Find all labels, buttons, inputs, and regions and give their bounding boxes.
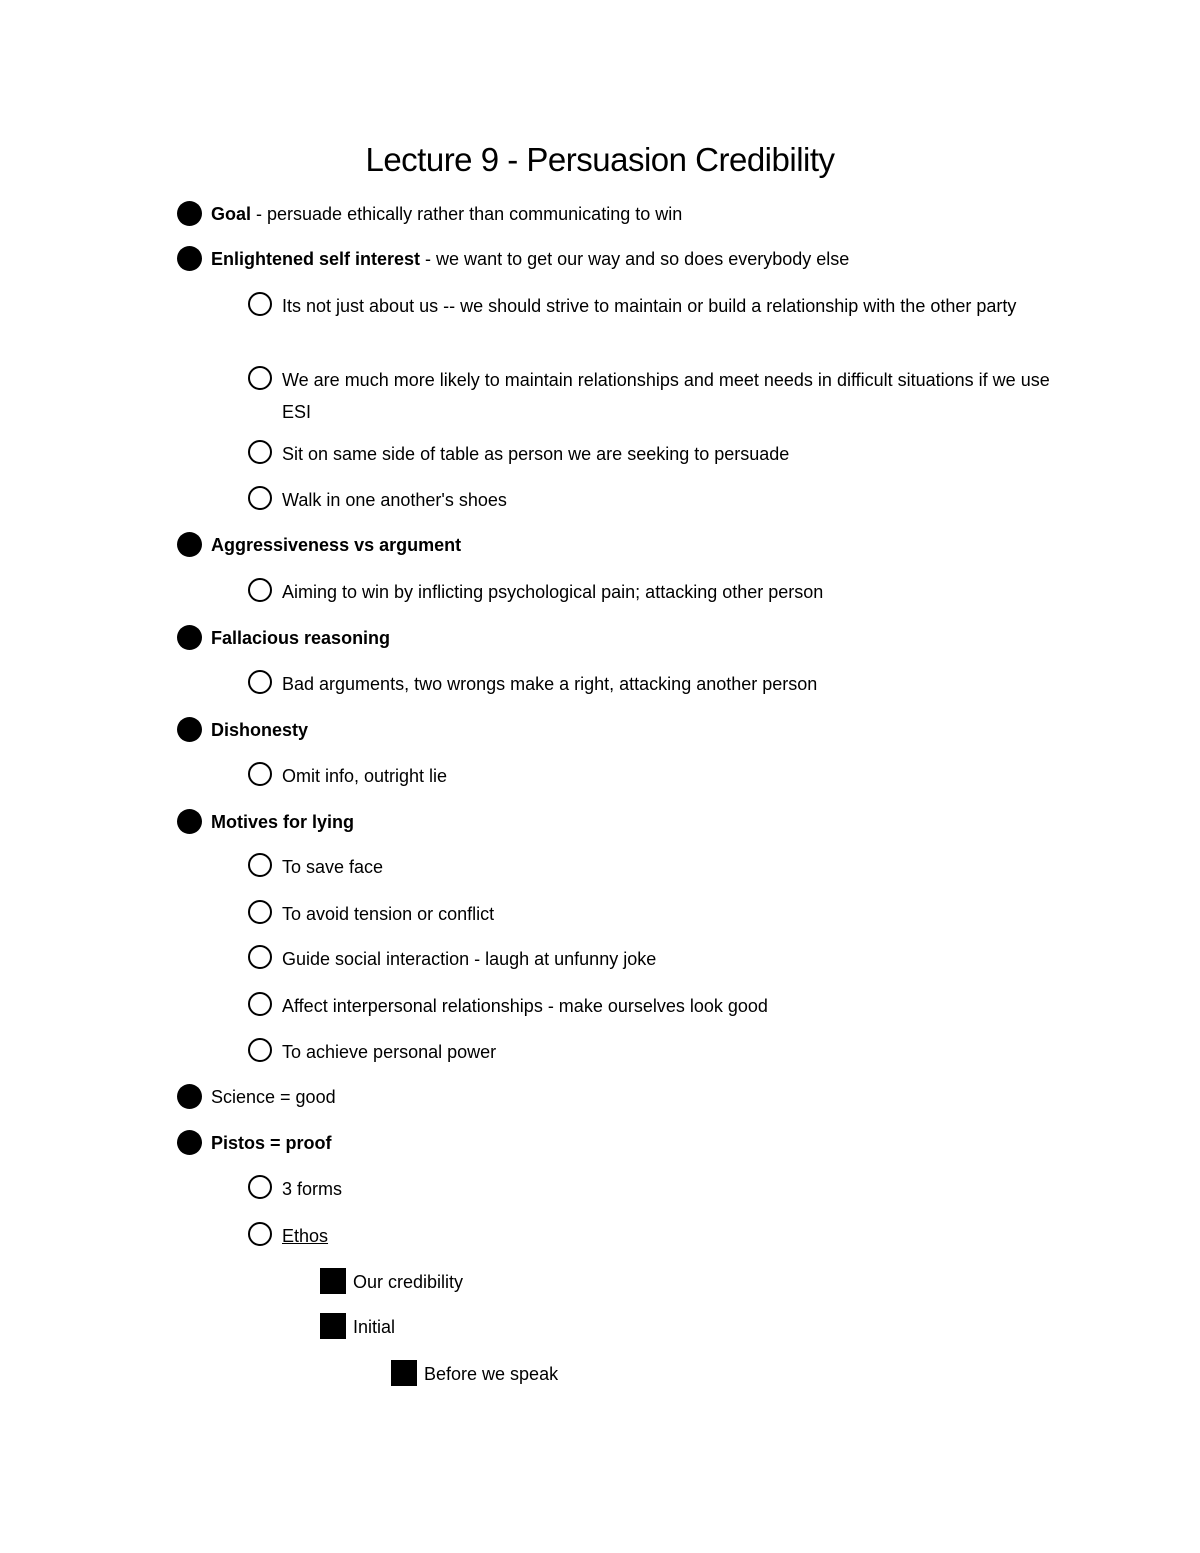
item-term: Pistos = proof	[211, 1133, 332, 1153]
bullet-hollow-circle	[248, 853, 272, 877]
bullet-hollow-circle	[248, 670, 272, 694]
bullet-filled-circle	[177, 1084, 202, 1109]
bullet-filled-circle	[177, 809, 202, 834]
outline-item	[282, 1220, 328, 1252]
item-text: To avoid tension or conflict	[282, 904, 495, 924]
bullet-filled-circle	[177, 246, 202, 271]
outline-item	[282, 1173, 342, 1205]
bullet-hollow-circle	[248, 578, 272, 602]
bullet-filled-circle	[177, 1130, 202, 1155]
bullet-filled-circle	[177, 532, 202, 557]
item-text: Aiming to win by inflicting psychological pain; attacking other person	[282, 582, 824, 602]
bullet-hollow-circle	[248, 1222, 272, 1246]
item-text: Ethos	[282, 1226, 329, 1246]
bullet-filled-circle	[177, 717, 202, 742]
outline-item	[353, 1311, 395, 1343]
item-text: To save face	[282, 857, 384, 877]
bullet-hollow-circle	[248, 292, 272, 316]
item-text: 3 forms	[282, 1179, 343, 1199]
item-text: Affect interpersonal relationships - make ourselves look good	[282, 996, 768, 1016]
bullet-filled-square	[320, 1313, 346, 1339]
item-text: - we want to get our way and so does everybody else	[420, 249, 850, 269]
item-term: Aggressiveness vs argument	[211, 535, 462, 555]
outline-item	[211, 1081, 336, 1113]
outline-item	[353, 1266, 463, 1298]
outline-item	[282, 851, 383, 883]
outline-item	[282, 943, 656, 975]
outline-item	[282, 898, 494, 930]
item-term: Dishonesty	[211, 720, 309, 740]
outline-item	[282, 760, 447, 792]
item-text: To achieve personal power	[282, 1042, 497, 1062]
outline-item	[424, 1358, 558, 1390]
item-text: Initial	[353, 1317, 396, 1337]
item-term: Motives for lying	[211, 812, 355, 832]
outline-item	[282, 364, 1072, 428]
item-text: Sit on same side of table as person we are seeking to persuade	[282, 444, 790, 464]
item-text: Walk in one another's shoes	[282, 490, 507, 510]
item-text: - persuade ethically rather than communicating to win	[251, 204, 683, 224]
outline-item	[211, 806, 354, 838]
item-term: Enlightened self interest	[211, 249, 421, 269]
outline-item	[282, 1036, 496, 1068]
item-text: We are much more likely to maintain relationships and meet needs in difficult situations if we use ESI	[282, 370, 1050, 422]
outline-item	[282, 484, 507, 516]
outline-item	[211, 529, 461, 561]
item-text: Science = good	[211, 1087, 336, 1107]
item-term: Fallacious reasoning	[211, 628, 391, 648]
outline-item	[282, 668, 817, 700]
item-text: Omit info, outright lie	[282, 766, 448, 786]
bullet-hollow-circle	[248, 486, 272, 510]
item-text: Guide social interaction - laugh at unfunny joke	[282, 949, 657, 969]
bullet-hollow-circle	[248, 992, 272, 1016]
bullet-hollow-circle	[248, 762, 272, 786]
outline-item	[282, 990, 768, 1022]
bullet-hollow-circle	[248, 366, 272, 390]
bullet-hollow-circle	[248, 945, 272, 969]
bullet-filled-square	[320, 1268, 346, 1294]
page-title: Lecture 9 - Persuasion Credibility	[365, 141, 835, 178]
bullet-hollow-circle	[248, 440, 272, 464]
item-term: Goal	[211, 204, 252, 224]
item-text: Its not just about us -- we should strive to maintain or build a relationship with the other party	[282, 296, 1017, 316]
bullet-filled-circle	[177, 201, 202, 226]
outline-item	[211, 198, 682, 230]
outline-item	[211, 243, 849, 275]
outline-item	[211, 714, 308, 746]
outline-item	[282, 290, 1072, 322]
outline-item	[211, 622, 390, 654]
item-text: Before we speak	[424, 1364, 559, 1384]
bullet-hollow-circle	[248, 1175, 272, 1199]
bullet-filled-square	[391, 1360, 417, 1386]
bullet-hollow-circle	[248, 1038, 272, 1062]
bullet-hollow-circle	[248, 900, 272, 924]
item-text: Our credibility	[353, 1272, 464, 1292]
item-text: Bad arguments, two wrongs make a right, attacking another person	[282, 674, 818, 694]
outline-item	[211, 1127, 332, 1159]
outline-item	[282, 576, 823, 608]
bullet-filled-circle	[177, 625, 202, 650]
outline-item	[282, 438, 789, 470]
